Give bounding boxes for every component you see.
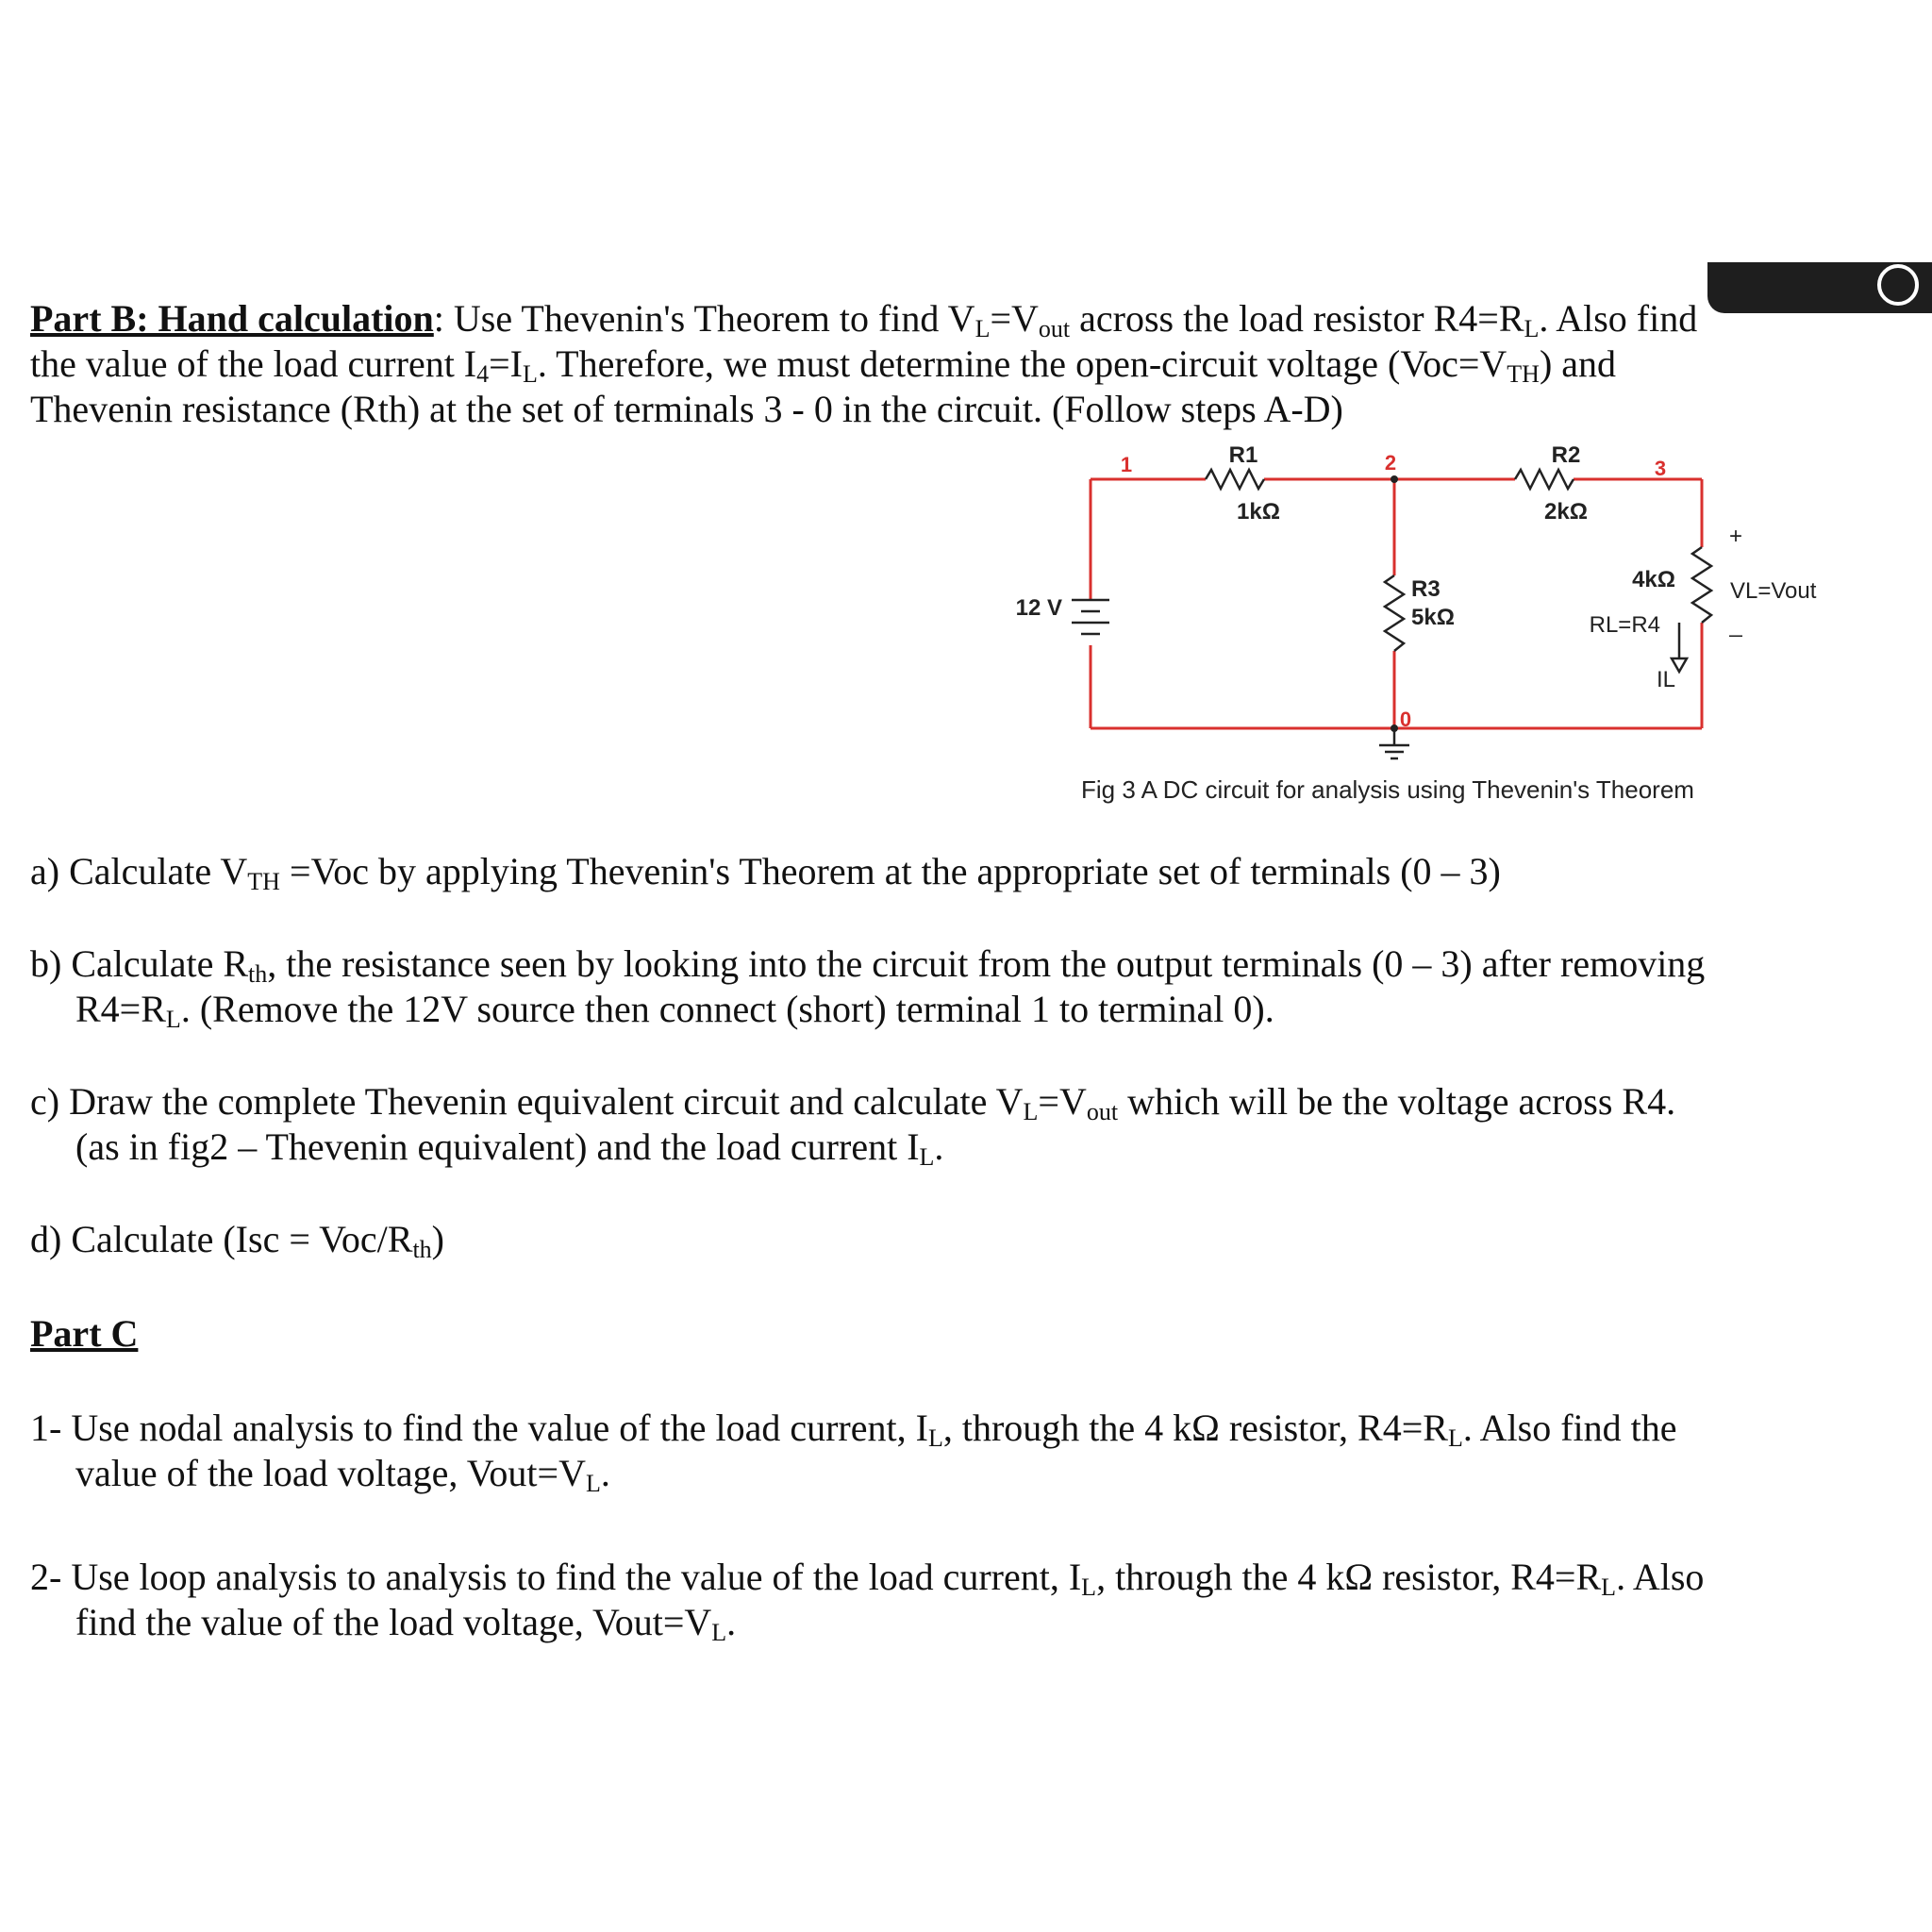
plus-sign: + [1728,524,1743,549]
r1-name: R1 [1228,442,1258,468]
figure-caption: Fig 3 A DC circuit for analysis using Thevenin's Theorem [1081,775,1694,804]
step-a: a) Calculate $V_{TH} =Voc$ by applying Thevenin's Theorem at the appropriate set of terminals (0 – 3) [30,850,1501,895]
resistor-r2-symbol [1515,470,1574,489]
partC-q1-line-2: value of the load voltage, $Vout=V_L$. [75,1452,610,1497]
source-label: 12 V [1015,595,1062,621]
r4-value: 4kΩ [1632,567,1675,592]
partB-line-2: the value of the load current $I_4=I_L$. Therefore, we must determine the open-circuit voltage $(Voc=V_{TH})$ and [30,342,1617,388]
partB-line-3: Thevenin resistance (Rth) at the set of terminals 3 - 0 in the circuit. (Follow steps A-D) [30,388,1343,430]
partC-q2-line-2: find the value of the load voltage, $Vout=V_L$. [75,1601,737,1646]
r1-value: 1kΩ [1237,499,1280,525]
step-b-line-2: $R4=R_L$. (Remove the 12V source then connect (short) terminal 1 to terminal 0). [75,988,1274,1033]
r2-value: 2kΩ [1544,499,1588,525]
node-3-label: 3 [1654,457,1667,480]
current-label: IL [1657,667,1676,692]
partB-heading: Part B: Hand calculation [30,297,434,340]
step-c-line-1: c) Draw the complete Thevenin equivalent circuit and calculate $V_L=V_{out}$ which will be the voltage across R4. [30,1080,1676,1125]
node-1-label: 1 [1120,453,1133,476]
junction-node-2 [1391,475,1398,483]
partC-q1-line-1: 1- Use nodal analysis to find the value of the load current, $I_L$, through the 4 kΩ resistor, $R4=R_L$. Also find the [30,1407,1677,1452]
node-2-label: 2 [1384,451,1397,475]
partB-line-1: Part B: Hand calculation: Use Thevenin's Theorem to find $V_L=V_{out}$ across the load resistor $R4=R_L$. Also find [30,297,1698,342]
resistor-r4-symbol [1692,547,1711,623]
r4-name: RL=R4 [1589,612,1660,638]
step-d: d) Calculate (Isc = Voc/$R_{th}$) [30,1218,444,1263]
partC-heading: Part C [30,1312,139,1355]
resistor-r3-symbol [1385,575,1404,651]
junction-node-0 [1391,724,1398,732]
r2-name: R2 [1551,442,1581,468]
vout-label: VL=Vout [1730,578,1817,604]
resistor-r1-symbol [1206,470,1264,489]
node-0-label: 0 [1399,708,1412,731]
step-b-line-1: b) Calculate $R_{th}$, the resistance seen by looking into the circuit from the output terminals (0 – 3) after removing [30,942,1706,988]
partC-q2-line-1: 2- Use loop analysis to analysis to find the value of the load current, $I_L$, through the 4 kΩ resistor, $R4=R_L$. Also [30,1556,1705,1601]
r3-name: R3 [1411,576,1441,602]
minus-sign: _ [1729,612,1742,638]
circuit-diagram [0,0,1932,830]
step-c-line-2: (as in fig2 – Thevenin equivalent) and the load current $I_L$. [75,1125,944,1171]
r3-value: 5kΩ [1411,605,1455,630]
